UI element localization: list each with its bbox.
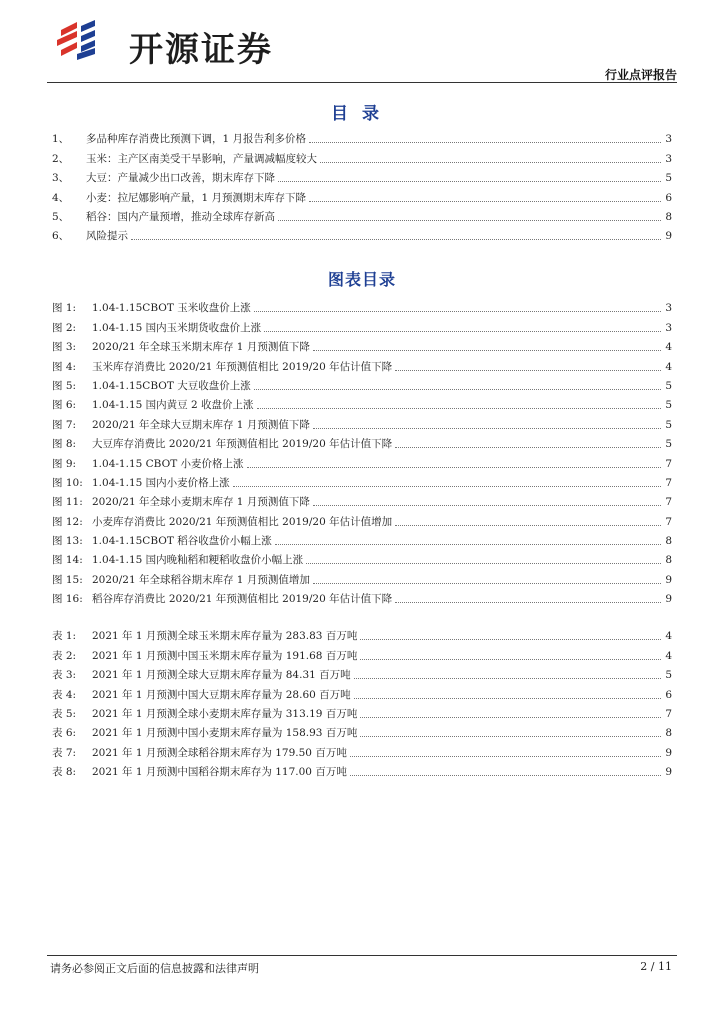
entry-page: 5 — [665, 669, 672, 682]
entry-page: 4 — [665, 360, 672, 373]
footer-disclaimer: 请务必参阅正文后面的信息披露和法律声明 — [50, 962, 259, 975]
entry-number: 图 15: — [52, 573, 83, 586]
dot-leader — [395, 524, 661, 526]
dot-leader — [354, 697, 661, 699]
entry-page: 8 — [665, 535, 672, 548]
entry-page: 3 — [665, 133, 672, 146]
entry-page: 4 — [665, 630, 672, 643]
header-divider — [47, 82, 677, 83]
entry-page: 5 — [665, 379, 672, 392]
entry-title: 2021 年 1 月预测全球大豆期末库存量为 84.31 百万吨 — [92, 669, 351, 682]
toc-entry[interactable] — [52, 643, 672, 662]
toc-entry[interactable] — [52, 146, 672, 165]
entry-number: 图 4: — [52, 360, 77, 373]
entry-title: 1.04-1.15 国内玉米期货收盘价上涨 — [92, 321, 262, 334]
toc-entry[interactable] — [52, 760, 672, 779]
toc-entry[interactable] — [52, 393, 672, 412]
dot-leader — [360, 735, 661, 737]
table-list — [52, 624, 672, 779]
entry-number: 图 13: — [52, 535, 83, 548]
toc-entry[interactable] — [52, 166, 672, 185]
brand-name: 开源证券 — [129, 30, 273, 70]
toc-entry[interactable] — [52, 702, 672, 721]
dot-leader — [313, 349, 661, 351]
entry-page: 9 — [665, 230, 672, 243]
entry-number: 图 5: — [52, 379, 77, 392]
entry-title: 2021 年 1 月预测中国玉米期末库存量为 191.68 百万吨 — [92, 649, 358, 662]
entry-title: 2020/21 年全球小麦期末库存 1 月预测值下降 — [92, 496, 310, 509]
entry-number: 图 3: — [52, 341, 77, 354]
entry-number: 5、 — [52, 210, 70, 223]
entry-title: 1.04-1.15 国内晚籼稻和粳稻收盘价小幅上涨 — [92, 554, 304, 567]
entry-title: 2020/21 年全球稻谷期末库存 1 月预测值增加 — [92, 573, 310, 586]
entry-number: 图 8: — [52, 438, 77, 451]
toc-entry[interactable] — [52, 663, 672, 682]
entry-number: 图 11: — [52, 496, 83, 509]
entry-number: 表 7: — [52, 746, 77, 759]
entry-title: 2021 年 1 月预测全球稻谷期末库存为 179.50 百万吨 — [92, 746, 347, 759]
entry-number: 2、 — [52, 152, 70, 165]
entry-title: 1.04-1.15 CBOT 小麦价格上涨 — [92, 457, 244, 470]
entry-title: 1.04-1.15 国内小麦价格上涨 — [92, 476, 230, 489]
entry-page: 5 — [665, 172, 672, 185]
toc-entry[interactable] — [52, 624, 672, 643]
toc-entry[interactable] — [52, 185, 672, 204]
toc-entry[interactable] — [52, 315, 672, 334]
dot-leader — [354, 677, 661, 679]
toc-entry[interactable] — [52, 127, 672, 146]
toc-entry[interactable] — [52, 451, 672, 470]
toc-entry[interactable] — [52, 740, 672, 759]
entry-page: 8 — [665, 554, 672, 567]
entry-title: 小麦库存消费比 2020/21 年预测值相比 2019/20 年估计值增加 — [92, 515, 393, 528]
dot-leader — [309, 141, 661, 143]
dot-leader — [360, 638, 661, 640]
entry-page: 7 — [665, 707, 672, 720]
entry-title: 风险提示 — [86, 230, 128, 243]
entry-title: 2021 年 1 月预测中国小麦期末库存量为 158.93 百万吨 — [92, 727, 358, 740]
entry-number: 图 2: — [52, 321, 77, 334]
toc-entry[interactable] — [52, 529, 672, 548]
dot-leader — [233, 485, 661, 487]
dot-leader — [257, 407, 662, 409]
entry-page: 5 — [665, 438, 672, 451]
toc-entry[interactable] — [52, 721, 672, 740]
entry-page: 7 — [665, 457, 672, 470]
dot-leader — [313, 582, 661, 584]
entry-page: 8 — [665, 727, 672, 740]
entry-number: 表 8: — [52, 766, 77, 779]
entry-title: 玉米库存消费比 2020/21 年预测值相比 2019/20 年估计值下降 — [92, 360, 393, 373]
dot-leader — [275, 543, 661, 545]
toc-entry[interactable] — [52, 567, 672, 586]
dot-leader — [360, 658, 661, 660]
entry-page: 3 — [665, 302, 672, 315]
entry-title: 2021 年 1 月预测中国大豆期末库存量为 28.60 百万吨 — [92, 688, 351, 701]
toc-entry[interactable] — [52, 224, 672, 243]
dot-leader — [350, 774, 661, 776]
dot-leader — [313, 427, 661, 429]
entry-page: 9 — [665, 593, 672, 606]
entry-page: 3 — [665, 321, 672, 334]
dot-leader — [320, 161, 661, 163]
figure-list — [52, 296, 672, 606]
toc-entry[interactable] — [52, 471, 672, 490]
toc-entry[interactable] — [52, 296, 672, 315]
dot-leader — [395, 369, 661, 371]
entry-title: 小麦：拉尼娜影响产量，1 月预测期末库存下降 — [86, 191, 307, 204]
figures-title: 图表目录 — [327, 270, 396, 289]
toc-list — [52, 127, 672, 243]
entry-title: 玉米：主产区南美受干旱影响，产量调减幅度较大 — [86, 152, 317, 165]
entry-page: 4 — [665, 649, 672, 662]
entry-number: 图 16: — [52, 593, 83, 606]
dot-leader — [395, 601, 661, 603]
entry-page: 9 — [665, 746, 672, 759]
entry-number: 6、 — [52, 230, 70, 243]
entry-title: 稻谷库存消费比 2020/21 年预测值相比 2019/20 年估计值下降 — [92, 593, 393, 606]
entry-page: 9 — [665, 766, 672, 779]
entry-number: 图 1: — [52, 302, 77, 315]
entry-page: 6 — [665, 688, 672, 701]
toc-entry[interactable] — [52, 682, 672, 701]
dot-leader — [278, 180, 661, 182]
entry-page: 4 — [665, 341, 672, 354]
toc-entry[interactable] — [52, 335, 672, 354]
entry-number: 图 7: — [52, 418, 77, 431]
entry-number: 表 2: — [52, 649, 77, 662]
kaiyuan-logo-icon — [47, 18, 127, 68]
entry-number: 图 10: — [52, 476, 83, 489]
toc-entry[interactable] — [52, 490, 672, 509]
entry-number: 表 5: — [52, 707, 77, 720]
dot-leader — [254, 388, 661, 390]
entry-page: 8 — [665, 210, 672, 223]
toc-entry[interactable] — [52, 354, 672, 373]
dot-leader — [309, 200, 661, 202]
dot-leader — [306, 562, 661, 564]
entry-page: 7 — [665, 496, 672, 509]
entry-page: 7 — [665, 515, 672, 528]
toc-entry[interactable] — [52, 412, 672, 431]
page-number: 2 / 11 — [640, 960, 672, 973]
entry-number: 1、 — [52, 133, 70, 146]
entry-page: 3 — [665, 152, 672, 165]
entry-title: 大豆：产量减少出口改善，期末库存下降 — [86, 172, 275, 185]
entry-number: 表 3: — [52, 669, 77, 682]
footer-divider — [47, 955, 677, 956]
dot-leader — [313, 504, 661, 506]
page-header — [47, 18, 677, 82]
toc-entry[interactable] — [52, 548, 672, 567]
entry-number: 4、 — [52, 191, 70, 204]
entry-number: 表 6: — [52, 727, 77, 740]
entry-title: 2020/21 年全球玉米期末库存 1 月预测值下降 — [92, 341, 310, 354]
entry-title: 多品种库存消费比预测下调，1 月报告利多价格 — [86, 133, 307, 146]
entry-title: 2021 年 1 月预测中国稻谷期末库存为 117.00 百万吨 — [92, 766, 347, 779]
toc-entry[interactable] — [52, 432, 672, 451]
entry-title: 2021 年 1 月预测全球玉米期末库存量为 283.83 百万吨 — [92, 630, 358, 643]
dot-leader — [264, 330, 661, 332]
dot-leader — [247, 466, 661, 468]
toc-entry[interactable] — [52, 509, 672, 528]
entry-title: 稻谷：国内产量预增，推动全球库存新高 — [86, 210, 275, 223]
entry-number: 3、 — [52, 172, 70, 185]
entry-number: 表 1: — [52, 630, 77, 643]
entry-page: 5 — [665, 399, 672, 412]
entry-number: 图 12: — [52, 515, 83, 528]
dot-leader — [131, 238, 661, 240]
dot-leader — [278, 219, 661, 221]
entry-page: 9 — [665, 573, 672, 586]
entry-number: 图 9: — [52, 457, 77, 470]
entry-number: 图 6: — [52, 399, 77, 412]
report-type: 行业点评报告 — [604, 68, 677, 82]
dot-leader — [254, 310, 661, 312]
entry-title: 1.04-1.15CBOT 大豆收盘价上涨 — [92, 379, 251, 392]
entry-title: 大豆库存消费比 2020/21 年预测值相比 2019/20 年估计值下降 — [92, 438, 393, 451]
dot-leader — [360, 716, 661, 718]
toc-entry[interactable] — [52, 205, 672, 224]
entry-page: 5 — [665, 418, 672, 431]
entry-title: 1.04-1.15 国内黄豆 2 收盘价上涨 — [92, 399, 254, 412]
entry-page: 7 — [665, 476, 672, 489]
entry-title: 2020/21 年全球大豆期末库存 1 月预测值下降 — [92, 418, 310, 431]
toc-entry[interactable] — [52, 374, 672, 393]
entry-title: 2021 年 1 月预测全球小麦期末库存量为 313.19 百万吨 — [92, 707, 358, 720]
dot-leader — [350, 755, 661, 757]
toc-title: 目录 — [331, 104, 393, 124]
entry-title: 1.04-1.15CBOT 稻谷收盘价小幅上涨 — [92, 535, 272, 548]
entry-page: 6 — [665, 191, 672, 204]
entry-title: 1.04-1.15CBOT 玉米收盘价上涨 — [92, 302, 251, 315]
entry-number: 表 4: — [52, 688, 77, 701]
toc-entry[interactable] — [52, 587, 672, 606]
dot-leader — [395, 446, 661, 448]
entry-number: 图 14: — [52, 554, 83, 567]
